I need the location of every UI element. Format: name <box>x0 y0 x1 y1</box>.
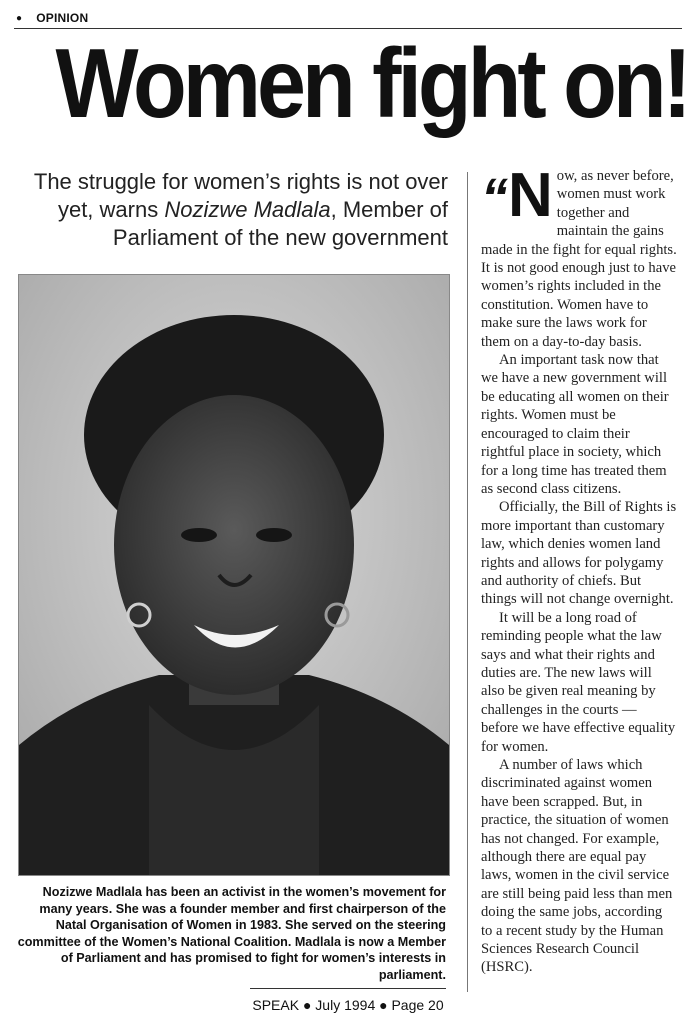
article-paragraph-2: An important task now that we have a new government will be educating all women on their rights. Women must be encouraged to claim their rightful place in society, which for a long time has treated them as second class citizens. <box>481 352 669 497</box>
article-paragraph-4: It will be a long road of reminding people what the law says and what their rights and duties are. The new laws will also be given real meaning by challenges in the courts — before we have effective equality for women. <box>481 609 676 755</box>
article-paragraph-1 <box>481 161 677 351</box>
photo-caption: Nozizwe Madlala has been an activist in the women’s movement for many years. She was a founder member and first chairperson of the Natal Organisation of Women in 1983. She served on the steering committee of the Women’s National Coalition. Madlala is now a Member of Parliament and has promised to fight for women’s interests in parliament. <box>17 885 446 982</box>
first-paragraph-text: ow, as never before, women must work together and maintain the gains made in the fight for equal rights. It is not good enough just to have women’s rights included in the constitution. Women have to make sure the laws work for them on a day-to-day basis. <box>481 168 677 350</box>
drop-cap-quote: “ <box>481 168 506 228</box>
article-paragraph-5: A number of laws which discriminated against women have been scrapped. But, in practice, the situation of women has not changed. For example, although there are equal pay laws, women in the civil service are still being paid less than men doing the same jobs, according to a recent study by the Human Sciences Research Council (HSRC). <box>481 757 673 976</box>
portrait-illustration <box>19 275 449 875</box>
section-header <box>14 8 682 29</box>
standfirst-text-after: , Member of Parliament of the new government <box>112 197 448 250</box>
portrait-photo <box>18 274 450 876</box>
standfirst-author-name: Nozizwe Madlala <box>164 197 331 222</box>
section-label: OPINION <box>36 11 89 25</box>
column-divider <box>467 172 468 992</box>
headline: Women fight on! <box>55 27 688 139</box>
standfirst-text-before: The struggle for women’s rights is not over yet, warns <box>33 169 448 222</box>
article-paragraph-3: Officially, the Bill of Rights is more important than customary law, which denies women land rights and allows for polygamy and authority of chiefs. But things will not change overnight. <box>481 499 677 608</box>
article-body <box>481 161 677 977</box>
standfirst <box>14 168 448 252</box>
page-footer: SPEAK ● July 1994 ● Page 20 <box>250 988 446 1013</box>
drop-cap-letter: N <box>508 161 551 230</box>
drop-cap <box>481 161 551 230</box>
section-bullet: ● <box>16 12 23 24</box>
